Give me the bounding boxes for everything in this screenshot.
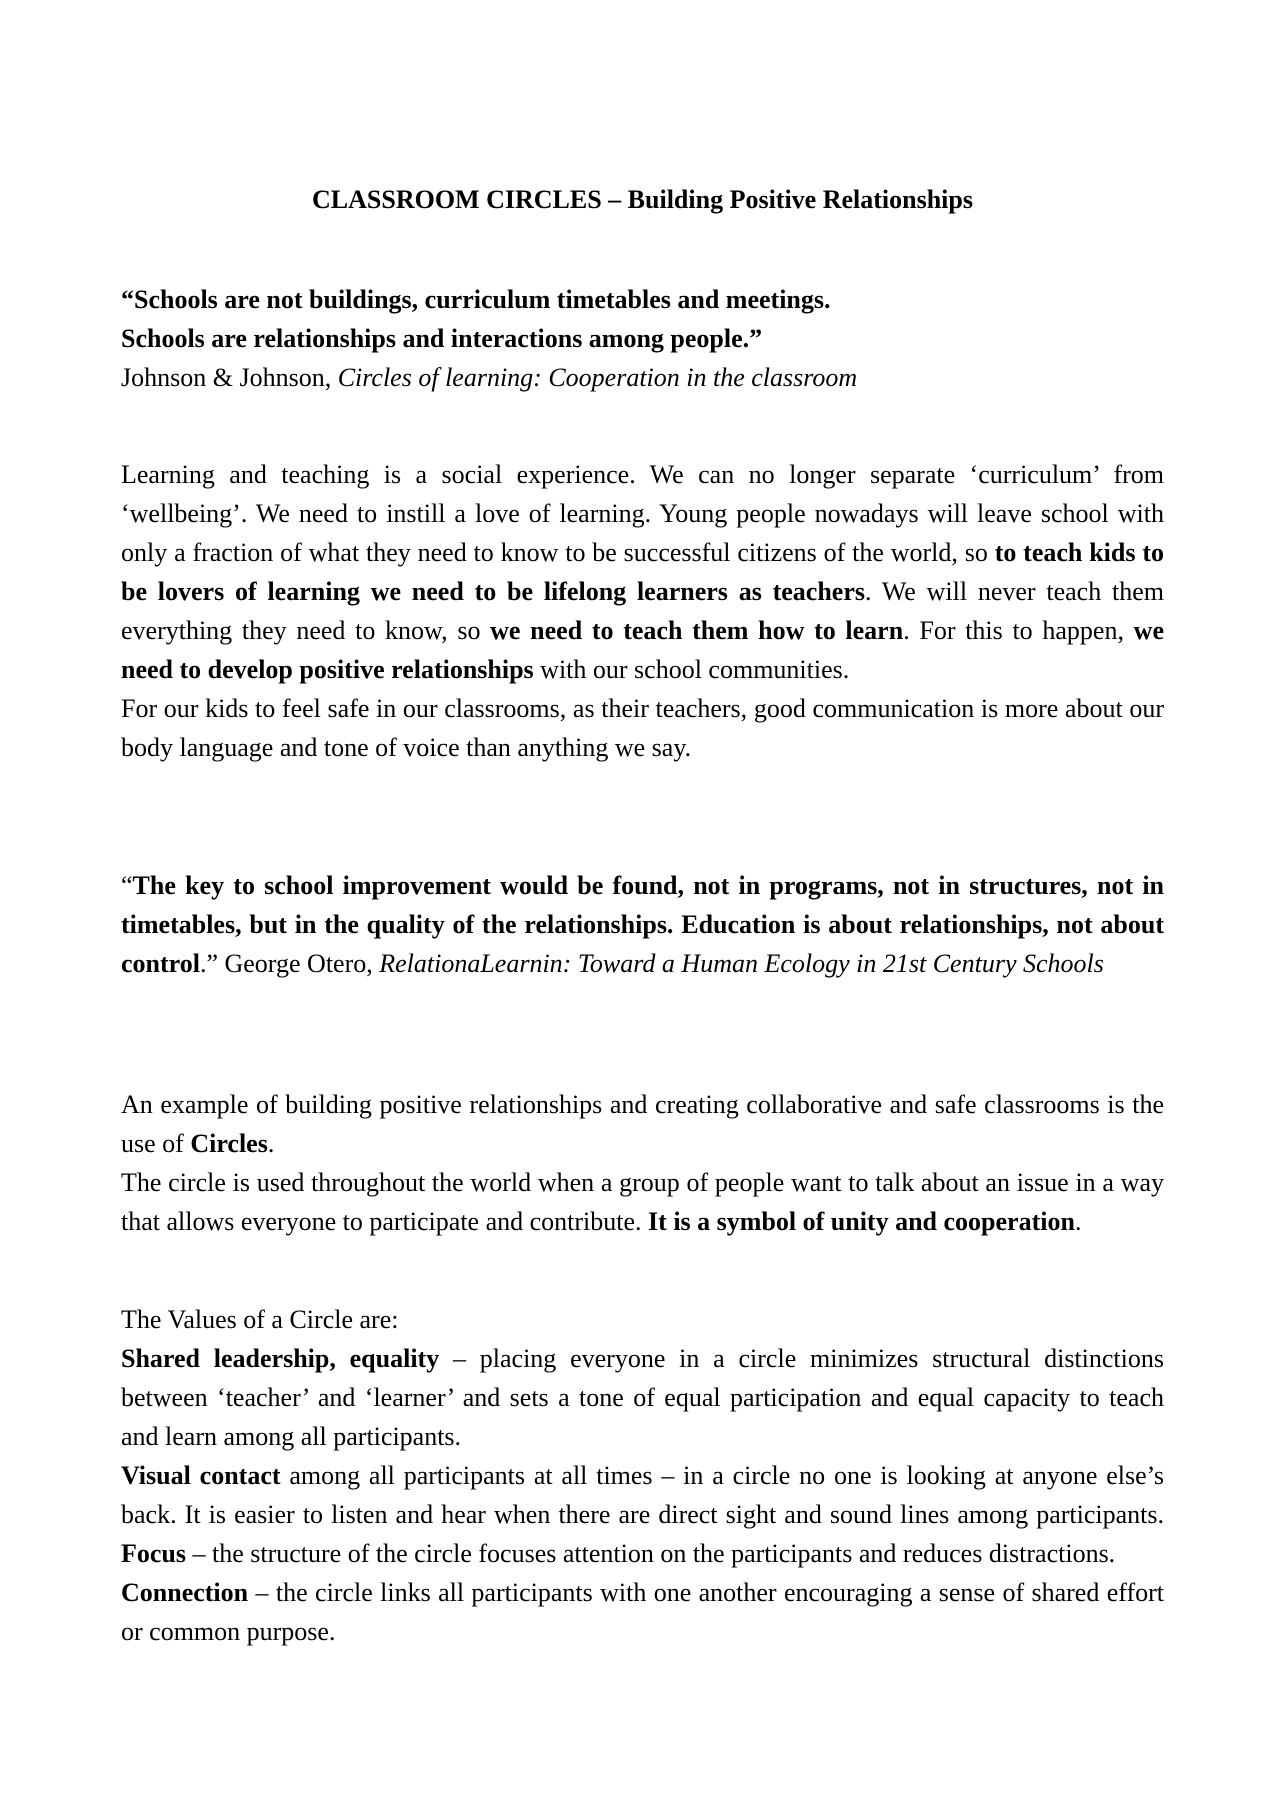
para1-text-4: with our school communities. <box>533 655 850 684</box>
page-title: CLASSROOM CIRCLES – Building Positive Relationships <box>312 185 973 214</box>
value1-term: Shared leadership, equality <box>121 1344 440 1373</box>
para3-bold: Circles <box>190 1129 268 1158</box>
paragraph-circles <box>121 1085 1164 1241</box>
quote2-open: “ <box>121 871 133 900</box>
quote2-bold: The key to school improvement would be found, not in programs, not in structures, not in timetables, but in the quality of the relationships. Education is about relationships, not about control <box>121 871 1164 978</box>
para1-text-1: Learning and teaching is a social experience. We can no longer separate ‘curriculum’ from ‘wellbeing’. We need to instill a love of learning. Young people nowadays will leave school with only a fraction of what they need to know to be successful citizens of the world, so <box>121 460 1164 567</box>
para4-bold: It is a symbol of unity and cooperation <box>648 1207 1075 1236</box>
value-connection <box>121 1573 1164 1651</box>
quote-author: Johnson & Johnson, <box>121 363 338 392</box>
value3-term: Connection <box>121 1578 249 1607</box>
quote2-author: .” George Otero, <box>199 949 380 978</box>
quote-line-2: Schools are relationships and interactions among people.” <box>121 324 763 353</box>
para1-text-2: . We will never teach them everything they need to know, so <box>121 577 1164 645</box>
quote2-source: RelationaLearnin: Toward a Human Ecology in 21st Century Schools <box>379 949 1104 978</box>
quote-line-1: “Schools are not buildings, curriculum timetables and meetings. <box>121 285 831 314</box>
paragraph-safety: For our kids to feel safe in our classrooms, as their teachers, good communication is more about our body language and tone of voice than anything we say. <box>121 694 1164 762</box>
para4-text-2: . <box>1074 1207 1082 1236</box>
value-shared-leadership <box>121 1339 1164 1456</box>
paragraph-learning <box>121 455 1164 767</box>
values-list <box>121 1300 1164 1651</box>
value2-text2: – the structure of the circle focuses attention on the participants and reduces distractions. <box>186 1539 1116 1568</box>
value1-text: – placing everyone in a circle minimizes structural distinctions between ‘teacher’ and ‘learner’ and sets a tone of equal participation and equal capacity to teach and learn among all participants. <box>121 1344 1164 1451</box>
value-visual-contact <box>121 1456 1164 1573</box>
value3-text: – the circle links all participants with one another encouraging a sense of shared effort or common purpose. <box>121 1578 1164 1646</box>
value2-text: among all participants at all times – in a circle no one is looking at anyone else’s back. It is easier to listen and hear when there are direct sight and sound lines among participants. <box>121 1461 1164 1529</box>
para3-text-1: An example of building positive relationships and creating collaborative and safe classrooms is the use of <box>121 1090 1164 1158</box>
value2-term2: Focus <box>121 1539 186 1568</box>
value2-term: Visual contact <box>121 1461 281 1490</box>
para1-bold-2: we need to teach them how to learn <box>490 616 904 645</box>
para4-text-1: The circle is used throughout the world when a group of people want to talk about an issue in a way that allows everyone to participate and contribute. <box>121 1168 1164 1236</box>
para1-bold-3: we need to develop positive relationships <box>121 616 1164 684</box>
opening-quote <box>121 280 1164 397</box>
values-heading: The Values of a Circle are: <box>121 1305 399 1334</box>
para1-text-3: . For this to happen, <box>903 616 1134 645</box>
para1-bold-1: to teach kids to be lovers of learning we need to be lifelong learners as teachers <box>121 538 1164 606</box>
otero-quote <box>121 866 1164 983</box>
para3-text-2: . <box>267 1129 275 1158</box>
quote-source: Circles of learning: Cooperation in the classroom <box>337 363 858 392</box>
